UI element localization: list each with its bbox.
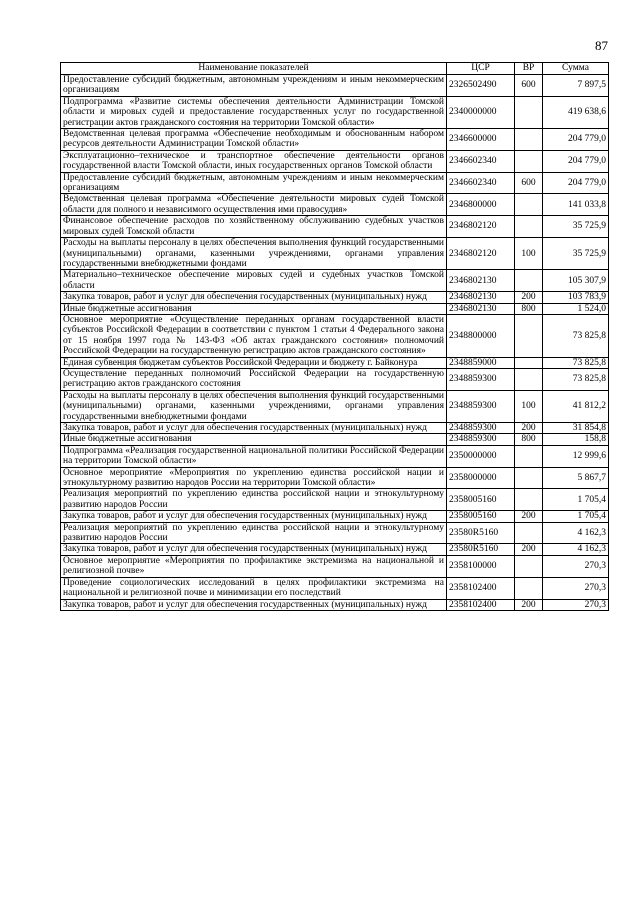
cell-sum: 1 705,4 <box>543 511 609 522</box>
cell-vr: 200 <box>515 599 543 610</box>
cell-vr: 600 <box>515 172 543 194</box>
cell-name: Финансовое обеспечение расходов по хозяйственному обслуживанию судебных участков мировых судей Томской области <box>61 216 447 238</box>
header-sum: Сумма <box>543 63 609 75</box>
cell-vr <box>515 489 543 511</box>
cell-sum: 73 825,8 <box>543 357 609 368</box>
cell-sum: 4 162,3 <box>543 522 609 544</box>
cell-name: Реализация мероприятий по укреплению единства российской нации и этнокультурному развитию народов России <box>61 522 447 544</box>
cell-csr: 2358005160 <box>447 489 515 511</box>
table-row <box>61 599 609 610</box>
table-row <box>61 216 609 238</box>
table-row <box>61 357 609 368</box>
cell-sum: 270,3 <box>543 555 609 577</box>
cell-vr: 200 <box>515 423 543 434</box>
table-row <box>61 489 609 511</box>
cell-vr <box>515 445 543 467</box>
cell-name: Основное мероприятие «Мероприятия по укреплению единства российской нации и этнокультурному развитию народов России на территории Томской области» <box>61 467 447 489</box>
cell-name: Единая субвенция бюджетам субъектов Российской Федерации и бюджету г. Байконура <box>61 357 447 368</box>
header-name: Наименование показателей <box>61 63 447 75</box>
cell-name: Расходы на выплаты персоналу в целях обеспечения выполнения функций государственными (муниципальными) органами, казенными учреждениями, органами управления государственными внебюджетными фондами <box>61 390 447 422</box>
cell-name: Подпрограмма «Реализация государственной национальной политики Российской Федерации на территории Томской области» <box>61 445 447 467</box>
cell-vr <box>515 150 543 172</box>
cell-name: Закупка товаров, работ и услуг для обеспечения государственных (муниципальных) нужд <box>61 423 447 434</box>
cell-sum: 204 779,0 <box>543 172 609 194</box>
table-row <box>61 314 609 357</box>
cell-vr: 200 <box>515 544 543 555</box>
cell-csr: 2346602340 <box>447 150 515 172</box>
cell-sum: 12 999,6 <box>543 445 609 467</box>
table-row <box>61 129 609 151</box>
table-row <box>61 434 609 445</box>
cell-vr: 100 <box>515 238 543 270</box>
table-row <box>61 445 609 467</box>
cell-sum: 1 705,4 <box>543 489 609 511</box>
cell-csr: 2346600000 <box>447 129 515 151</box>
cell-sum: 41 812,2 <box>543 390 609 422</box>
cell-vr <box>515 368 543 390</box>
cell-name: Закупка товаров, работ и услуг для обеспечения государственных (муниципальных) нужд <box>61 544 447 555</box>
table-row <box>61 511 609 522</box>
cell-csr: 2348859300 <box>447 368 515 390</box>
cell-name: Материально–техническое обеспечение мировых судей и судебных участков Томской области <box>61 270 447 292</box>
cell-name: Основное мероприятие «Мероприятия по профилактике экстремизма на национальной и религиозной почве» <box>61 555 447 577</box>
cell-vr <box>515 216 543 238</box>
cell-vr <box>515 129 543 151</box>
cell-csr: 2358102400 <box>447 577 515 599</box>
cell-name: Иные бюджетные ассигнования <box>61 434 447 445</box>
cell-sum: 419 638,6 <box>543 96 609 128</box>
header-csr: ЦСР <box>447 63 515 75</box>
cell-sum: 204 779,0 <box>543 129 609 151</box>
table-row <box>61 303 609 314</box>
cell-name: Проведение социологических исследований в целях профилактики экстремизма на национальной и религиозной почве и минимизации его последствий <box>61 577 447 599</box>
cell-name: Закупка товаров, работ и услуг для обеспечения государственных (муниципальных) нужд <box>61 599 447 610</box>
cell-csr: 2358102400 <box>447 599 515 610</box>
cell-sum: 35 725,9 <box>543 238 609 270</box>
table-row <box>61 368 609 390</box>
cell-csr: 2346802120 <box>447 216 515 238</box>
cell-sum: 35 725,9 <box>543 216 609 238</box>
cell-name: Предоставление субсидий бюджетным, автономным учреждениям и иным некоммерческим организациям <box>61 172 447 194</box>
cell-name: Закупка товаров, работ и услуг для обеспечения государственных (муниципальных) нужд <box>61 511 447 522</box>
table-row <box>61 75 609 97</box>
cell-csr: 2326502490 <box>447 75 515 97</box>
table-row <box>61 544 609 555</box>
table-row <box>61 292 609 303</box>
cell-csr: 23580R5160 <box>447 544 515 555</box>
budget-table <box>60 62 609 611</box>
cell-sum: 73 825,8 <box>543 368 609 390</box>
cell-name: Ведомственная целевая программа «Обеспечение необходимым и обоснованным набором ресурсов деятельности Администрации Томской области» <box>61 129 447 151</box>
cell-sum: 1 524,0 <box>543 303 609 314</box>
cell-name: Расходы на выплаты персоналу в целях обеспечения выполнения функций государственными (муниципальными) органами, казенными учреждениями, органами управления государственными внебюджетными фондами <box>61 238 447 270</box>
table-row <box>61 467 609 489</box>
table-header <box>61 63 609 75</box>
cell-sum: 204 779,0 <box>543 150 609 172</box>
cell-name: Осуществление переданных полномочий Российской Федерации на государственную регистрацию актов гражданского состояния <box>61 368 447 390</box>
cell-name: Реализация мероприятий по укреплению единства российской нации и этнокультурному развитию народов России <box>61 489 447 511</box>
cell-vr <box>515 555 543 577</box>
cell-csr: 2358100000 <box>447 555 515 577</box>
cell-vr <box>515 357 543 368</box>
cell-vr: 100 <box>515 390 543 422</box>
cell-name: Основное мероприятие «Осуществление переданных органам государственной власти субъектов Российской Федерации в соответствии с пунктом 1 статьи 4 Федерального закона от 15 ноября 1997 года № 143-ФЗ «Об актах гражданского состояния» полномочий Российской Федерации на государственную регистрацию актов гражданского состояния» <box>61 314 447 357</box>
cell-csr: 2350000000 <box>447 445 515 467</box>
cell-vr <box>515 577 543 599</box>
table-row <box>61 238 609 270</box>
cell-vr: 600 <box>515 75 543 97</box>
cell-csr: 2346602340 <box>447 172 515 194</box>
cell-sum: 7 897,5 <box>543 75 609 97</box>
cell-csr: 23580R5160 <box>447 522 515 544</box>
cell-csr: 2346802130 <box>447 292 515 303</box>
cell-csr: 2346802130 <box>447 303 515 314</box>
cell-sum: 5 867,7 <box>543 467 609 489</box>
cell-sum: 270,3 <box>543 599 609 610</box>
cell-vr <box>515 270 543 292</box>
cell-sum: 4 162,3 <box>543 544 609 555</box>
cell-csr: 2358005160 <box>447 511 515 522</box>
cell-csr: 2346802130 <box>447 270 515 292</box>
table-row <box>61 270 609 292</box>
cell-csr: 2348859300 <box>447 390 515 422</box>
cell-vr <box>515 467 543 489</box>
cell-sum: 31 854,8 <box>543 423 609 434</box>
cell-name: Закупка товаров, работ и услуг для обеспечения государственных (муниципальных) нужд <box>61 292 447 303</box>
cell-csr: 2348859300 <box>447 423 515 434</box>
cell-vr <box>515 194 543 216</box>
cell-sum: 270,3 <box>543 577 609 599</box>
cell-csr: 2346802120 <box>447 238 515 270</box>
cell-sum: 141 033,8 <box>543 194 609 216</box>
cell-sum: 105 307,9 <box>543 270 609 292</box>
table-body <box>61 75 609 611</box>
cell-sum: 103 783,9 <box>543 292 609 303</box>
table-row <box>61 150 609 172</box>
table-row <box>61 172 609 194</box>
cell-sum: 73 825,8 <box>543 314 609 357</box>
cell-csr: 2346800000 <box>447 194 515 216</box>
cell-vr: 800 <box>515 303 543 314</box>
cell-vr <box>515 96 543 128</box>
table-row <box>61 577 609 599</box>
header-vr: ВР <box>515 63 543 75</box>
table-row <box>61 522 609 544</box>
cell-name: Подпрограмма «Развитие системы обеспечения деятельности Администрации Томской области и мировых судей и предоставление государственных услуг по государственной регистрации актов гражданского состояния на территории Томской области» <box>61 96 447 128</box>
table-row <box>61 390 609 422</box>
cell-name: Предоставление субсидий бюджетным, автономным учреждениям и иным некоммерческим организациям <box>61 75 447 97</box>
cell-vr <box>515 522 543 544</box>
cell-vr <box>515 314 543 357</box>
header-row <box>61 63 609 75</box>
table-row <box>61 423 609 434</box>
page-number: 87 <box>595 38 608 53</box>
table-row <box>61 555 609 577</box>
cell-csr: 2358000000 <box>447 467 515 489</box>
cell-vr: 200 <box>515 292 543 303</box>
table-row <box>61 96 609 128</box>
cell-name: Иные бюджетные ассигнования <box>61 303 447 314</box>
cell-name: Эксплуатационно–техническое и транспортное обеспечение деятельности органов государственной власти Томской области, иных государственных органов Томской области <box>61 150 447 172</box>
cell-csr: 2340000000 <box>447 96 515 128</box>
cell-csr: 2348859300 <box>447 434 515 445</box>
cell-name: Ведомственная целевая программа «Обеспечение деятельности мировых судей Томской области для полного и независимого осуществления ими правосудия» <box>61 194 447 216</box>
cell-csr: 2348859000 <box>447 357 515 368</box>
cell-csr: 2348800000 <box>447 314 515 357</box>
cell-sum: 158,8 <box>543 434 609 445</box>
table-row <box>61 194 609 216</box>
cell-vr: 200 <box>515 511 543 522</box>
cell-vr: 800 <box>515 434 543 445</box>
